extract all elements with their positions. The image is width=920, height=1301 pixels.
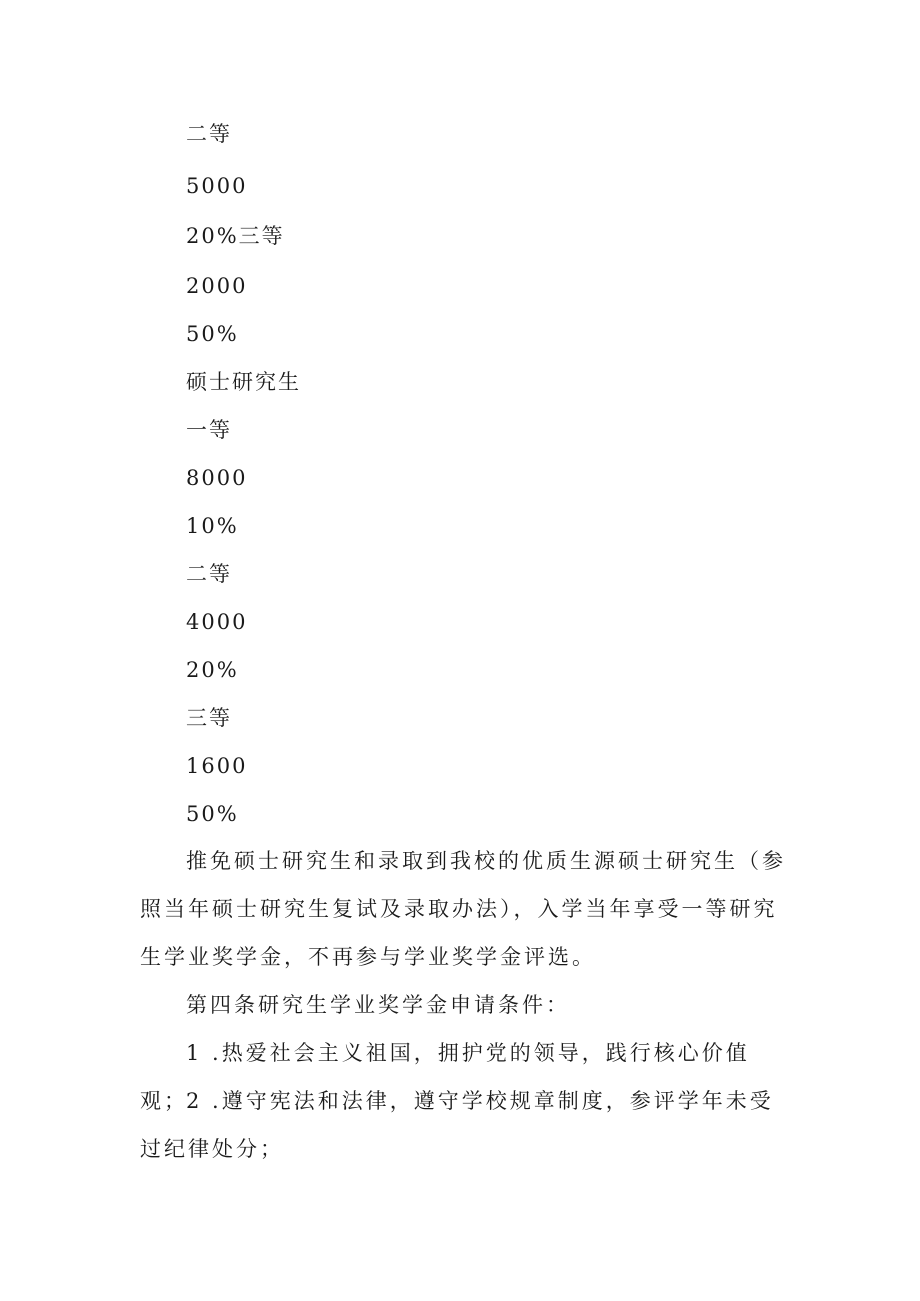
table-line: 二等 xyxy=(186,122,232,146)
table-line: 4000 xyxy=(186,610,248,634)
table-line: 10% xyxy=(186,514,239,538)
table-line: 20%三等 xyxy=(186,224,285,248)
table-line: 8000 xyxy=(186,466,248,490)
paragraph-condition-1: 1 .热爱社会主义祖国，拥护党的领导，践行核心价值观； xyxy=(140,1041,750,1113)
table-line: 20% xyxy=(186,658,239,682)
table-line: 硕士研究生 xyxy=(186,370,301,394)
table-line: 2000 xyxy=(186,274,248,298)
table-line: 1600 xyxy=(186,754,248,778)
paragraph-article-four-heading: 第四条研究生学业奖学金申请条件： xyxy=(186,993,570,1017)
paragraph-condition-2: 2 .遵守宪法和法律，遵守学校规章制度，参评学年未受过纪律处分； xyxy=(140,1089,774,1161)
table-line: 50% xyxy=(186,802,239,826)
paragraph-recommended-students: 推免硕士研究生和录取到我校的优质生源硕士研究生（参照当年硕士研究生复试及录取办法），入学当年享受一等研究生学业奖学金，不再参与学业奖学金评选。 xyxy=(140,849,786,969)
table-line: 三等 xyxy=(186,706,232,730)
table-line: 一等 xyxy=(186,418,232,442)
table-line: 5000 xyxy=(186,174,248,198)
table-line: 二等 xyxy=(186,562,232,586)
table-line: 50% xyxy=(186,322,239,346)
